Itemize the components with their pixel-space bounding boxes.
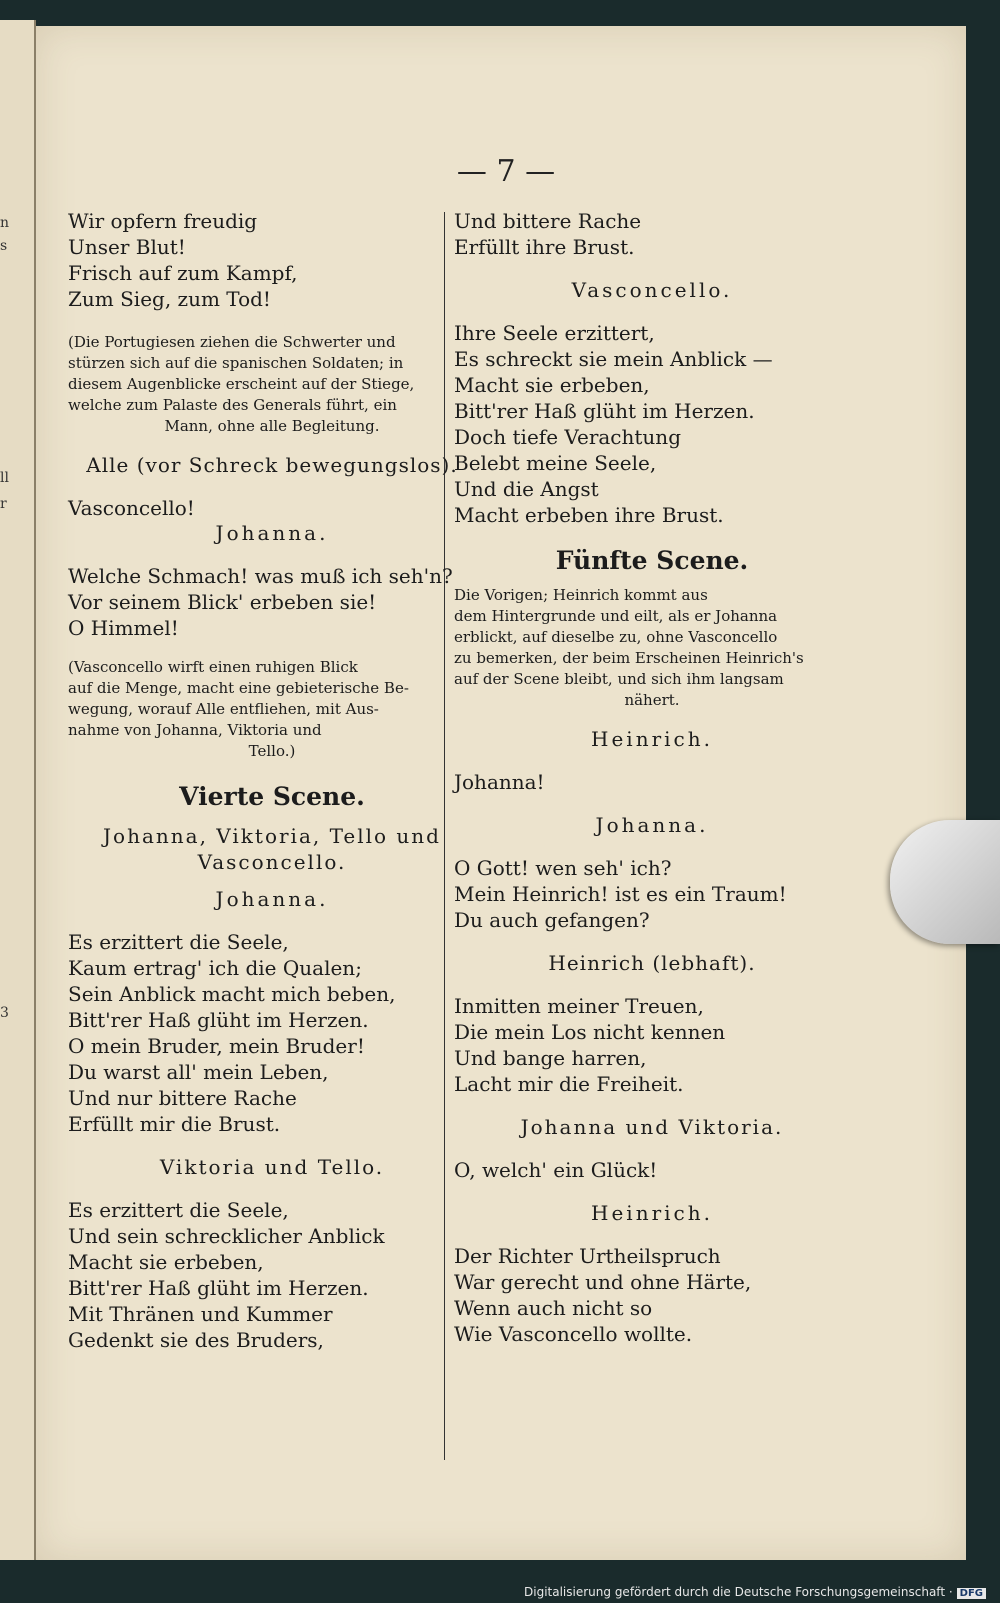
stage-line: auf die Menge, macht eine gebieterische Be- — [68, 679, 409, 697]
verse-line: Es schreckt sie mein Anblick — — [454, 347, 773, 371]
stage-line: diesem Augenblicke erscheint auf der Stiege, — [68, 375, 415, 393]
verse-line: Unser Blut! — [68, 235, 186, 259]
verse-line: Und nur bittere Rache — [68, 1086, 297, 1110]
verse-line: Du warst all' mein Leben, — [68, 1060, 329, 1084]
edge-letter: s — [0, 238, 8, 254]
verse-line: Gedenkt sie des Bruders, — [68, 1328, 324, 1352]
verse-line: Wir opfern freudig — [68, 209, 258, 233]
stage-line: welche zum Palaste des Generals führt, ein — [68, 396, 397, 414]
speaker-heading: Johanna. — [595, 813, 709, 837]
stage-line: auf der Scene bleibt, und sich ihm langsam — [454, 670, 784, 688]
cast-line: Vasconcello. — [197, 850, 347, 874]
verse-line: Der Richter Urtheilspruch — [454, 1244, 721, 1268]
verse-line: Zum Sieg, zum Tod! — [68, 287, 271, 311]
verse-line: Wie Vasconcello wollte. — [454, 1322, 693, 1346]
edge-letter: 3 — [0, 1005, 9, 1021]
verse-line: Kaum ertrag' ich die Qualen; — [68, 956, 362, 980]
verse-line: Mein Heinrich! ist es ein Traum! — [454, 882, 787, 906]
verse-line: Ihre Seele erzittert, — [454, 321, 655, 345]
stage-line: stürzen sich auf die spanischen Soldaten; in — [68, 354, 404, 372]
verse-block — [454, 993, 850, 1097]
stage-line: nähert. — [624, 691, 680, 709]
scene-title: Fünfte Scene. — [555, 546, 749, 575]
verse-line: Du auch gefangen? — [454, 908, 650, 932]
verse-block — [454, 320, 850, 528]
verse-line: Macht erbeben ihre Brust. — [454, 503, 724, 527]
verse-block — [454, 855, 850, 933]
digitization-credit — [524, 1585, 986, 1599]
book-page — [36, 26, 966, 1560]
page-turn-handle[interactable] — [890, 820, 1000, 944]
verse-line: Inmitten meiner Treuen, — [454, 994, 704, 1018]
dfg-logo: DFG — [957, 1588, 986, 1599]
verse-line: Belebt meine Seele, — [454, 451, 657, 475]
stage-line: Mann, ohne alle Begleitung. — [164, 417, 380, 435]
stage-line: Tello.) — [248, 742, 296, 760]
speaker-heading: Viktoria und Tello. — [159, 1155, 385, 1179]
verse-line: Sein Anblick macht mich beben, — [68, 982, 396, 1006]
verse-line: Mit Thränen und Kummer — [68, 1302, 333, 1326]
verse-block — [68, 1197, 476, 1353]
edge-letter: r — [0, 496, 7, 512]
speaker-heading: Vasconcello. — [571, 278, 733, 302]
verse-block — [68, 208, 476, 312]
edge-letter: n — [0, 215, 10, 231]
verse-line: Macht sie erbeben, — [454, 373, 650, 397]
stage-line: zu bemerken, der beim Erscheinen Heinrich's — [454, 649, 804, 667]
speaker-heading: Heinrich. — [591, 1201, 713, 1225]
verse-line: O mein Bruder, mein Bruder! — [68, 1034, 365, 1058]
stage-line: (Die Portugiesen ziehen die Schwerter und — [68, 333, 396, 351]
verse-block — [454, 208, 850, 260]
stage-line: (Vasconcello wirft einen ruhigen Blick — [68, 658, 358, 676]
stage-direction — [68, 332, 476, 437]
verse-line: Erfüllt ihre Brust. — [454, 235, 635, 259]
cast-line: Johanna, Viktoria, Tello und — [103, 824, 441, 848]
verse-line: Macht sie erbeben, — [68, 1250, 264, 1274]
stage-line: dem Hintergrunde und eilt, als er Johanna — [454, 607, 778, 625]
verse-line: Doch tiefe Verachtung — [454, 425, 681, 449]
speaker-heading: Alle (vor Schreck bewegungslos). — [86, 453, 458, 477]
stage-line: erblickt, auf dieselbe zu, ohne Vasconcello — [454, 628, 778, 646]
stage-line: Die Vorigen; Heinrich kommt aus — [454, 586, 708, 604]
verse-line: Welche Schmach! was muß ich seh'n? — [68, 564, 453, 588]
verse-line: Frisch auf zum Kampf, — [68, 261, 298, 285]
verse-line: Und die Angst — [454, 477, 599, 501]
verse-line: Und sein schrecklicher Anblick — [68, 1224, 385, 1248]
stage-line: nahme von Johanna, Viktoria und — [68, 721, 322, 739]
left-column — [68, 208, 476, 1353]
verse-line: Es erzittert die Seele, — [68, 1198, 289, 1222]
verse-block — [454, 1243, 850, 1347]
verse-line: Es erzittert die Seele, — [68, 930, 289, 954]
stage-line: wegung, worauf Alle entfliehen, mit Aus- — [68, 700, 379, 718]
verse-line: Bitt'rer Haß glüht im Herzen. — [454, 399, 755, 423]
verse-block — [68, 563, 476, 641]
speaker-heading: Johanna. — [215, 521, 329, 545]
verse-line: O, welch' ein Glück! — [454, 1158, 658, 1182]
verse-block — [68, 929, 476, 1137]
scene-title: Vierte Scene. — [179, 782, 365, 811]
verse-line: Und bange harren, — [454, 1046, 647, 1070]
verse-line: Wenn auch nicht so — [454, 1296, 653, 1320]
verse-line: Erfüllt mir die Brust. — [68, 1112, 281, 1136]
scene-cast — [68, 823, 476, 875]
verse-line: Bitt'rer Haß glüht im Herzen. — [68, 1008, 369, 1032]
verse-line: O Himmel! — [68, 616, 179, 640]
verse-line: Lacht mir die Freiheit. — [454, 1072, 684, 1096]
edge-letter: ll — [0, 470, 9, 486]
stage-direction — [454, 585, 850, 711]
speaker-heading: Johanna und Viktoria. — [520, 1115, 784, 1139]
speaker-heading: Heinrich. — [591, 727, 713, 751]
speaker-heading: Heinrich (lebhaft). — [548, 951, 756, 975]
verse-line: Vasconcello! — [68, 496, 195, 520]
verse-line: Bitt'rer Haß glüht im Herzen. — [68, 1276, 369, 1300]
right-column — [454, 208, 850, 1347]
verse-line: Vor seinem Blick' erbeben sie! — [68, 590, 377, 614]
verse-line: Die mein Los nicht kennen — [454, 1020, 726, 1044]
adjacent-page-edge — [0, 20, 36, 1560]
verse-line: War gerecht und ohne Härte, — [454, 1270, 752, 1294]
verse-line: Und bittere Rache — [454, 209, 642, 233]
stage-direction — [68, 657, 476, 762]
verse-line: O Gott! wen seh' ich? — [454, 856, 672, 880]
credit-text: Digitalisierung gefördert durch die Deutsche Forschungsgemeinschaft · — [524, 1585, 953, 1599]
speaker-heading: Johanna. — [215, 887, 329, 911]
verse-line: Johanna! — [454, 770, 545, 794]
page-number: — 7 — — [456, 154, 556, 189]
